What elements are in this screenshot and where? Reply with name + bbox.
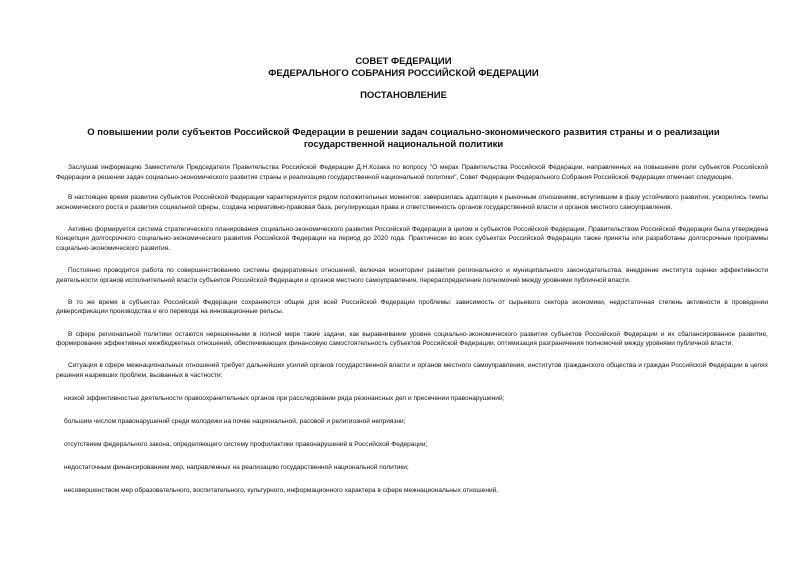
- header-line-1: СОВЕТ ФЕДЕРАЦИИ: [355, 56, 452, 67]
- list-item: несовершенством мер образовательного, воспитательного, культурного, информационного характера в сфере межнациональных отношений.: [64, 487, 499, 495]
- list-item: большим числом правонарушений среди молодежи на почве национальной, расовой и религиозной неприязни;: [64, 418, 406, 425]
- document-title: О повышении роли субъектов Российской Федерации в решении задач социально-экономического развития страны и о реализации государственной национальной политики: [87, 127, 720, 150]
- list-item: отсутствием федерального закона, определяющего систему профилактики правонарушений в Российской Федерации;: [64, 441, 428, 449]
- document-type: ПОСТАНОВЛЕНИЕ: [360, 90, 447, 101]
- paragraph: Активно формируется система стратегического планирования социально-экономического развития Российской Федерации в целом и субъектов Российской Федерации. Правительством Российской Федерации была утверждена Концепция долгосрочного социально-экономического развития Российской Федерации на период до 2020 года. Практически во всех субъектах Российской Федерации также приняты или разработаны долгосрочные программы социально-экономического развития.: [56, 225, 768, 253]
- document-header: [0, 56, 807, 80]
- paragraph: Ситуация в сфере межнациональных отношений требует дальнейших усилий органов государственной власти и органов местного самоуправления, институтов гражданского общества и граждан Российской Федерации в целях решения назревших проблем, вызванных в частности:: [56, 362, 768, 379]
- list-item: низкой эффективностью деятельности правоохранительных органов при расследовании ряда резонансных дел и пресечении правонарушений;: [64, 394, 505, 402]
- document-body: [56, 163, 768, 496]
- header-line-2: ФЕДЕРАЛЬНОГО СОБРАНИЯ РОССИЙСКОЙ ФЕДЕРАЦИИ: [268, 68, 539, 79]
- paragraph: В сфере региональной политики остаются нерешенными в полной мере такие задачи, как выравнивание уровня социально-экономического развития субъектов Российской Федерации и их сбалансированное развитие, формирование эффективных межбюджетных отношений, обеспечивающих финансовую самостоятельность субъектов Российской Федерации, оптимизация разграничения полномочий между уровнями публичной власти.: [56, 330, 768, 348]
- paragraph: Постоянно проводится работа по совершенствованию системы федеративных отношений, включая мониторинг развития регионального и муниципального законодательства, внедрение института оценки эффективности деятельности органов исполнительной власти субъектов Российской Федерации и органов местного самоуправления, перераспределение полномочий между уровнями публичной власти.: [56, 267, 768, 284]
- paragraph: В настоящее время развитие субъектов Российской Федерации характеризуется рядом положительных моментов: завершилась адаптация к рыночным отношениям, вступившим в фазу устойчивого развития, ускорились темпы экономического роста и развития социальной сферы, создана нормативно-правовая база, регулирующая права и ответственность органов государственной власти и органов местного самоуправления.: [56, 194, 768, 211]
- paragraph: В то же время в субъектах Российской Федерации сохраняются общие для всей Российской Федерации проблемы: зависимость от сырьевого сектора экономики, недостаточная степень активности в проведении диверсификации производства и его перевода на инновационные рельсы.: [56, 298, 768, 316]
- list-item: недостаточным финансированием мер, направленных на реализацию государственной национальной политики;: [64, 464, 409, 472]
- paragraph: Заслушав информацию Заместителя Председателя Правительства Российской Федерации Д.Н.Козака по вопросу "О мерах Правительства Российской Федерации, направленных на повышение роли субъектов Российской Федерации в решении задач социально-экономического развития страны и реализацию государственной национальной политики", Совет Федерации Федерального Собрания Российской Федерации отмечает следующее.: [56, 164, 768, 181]
